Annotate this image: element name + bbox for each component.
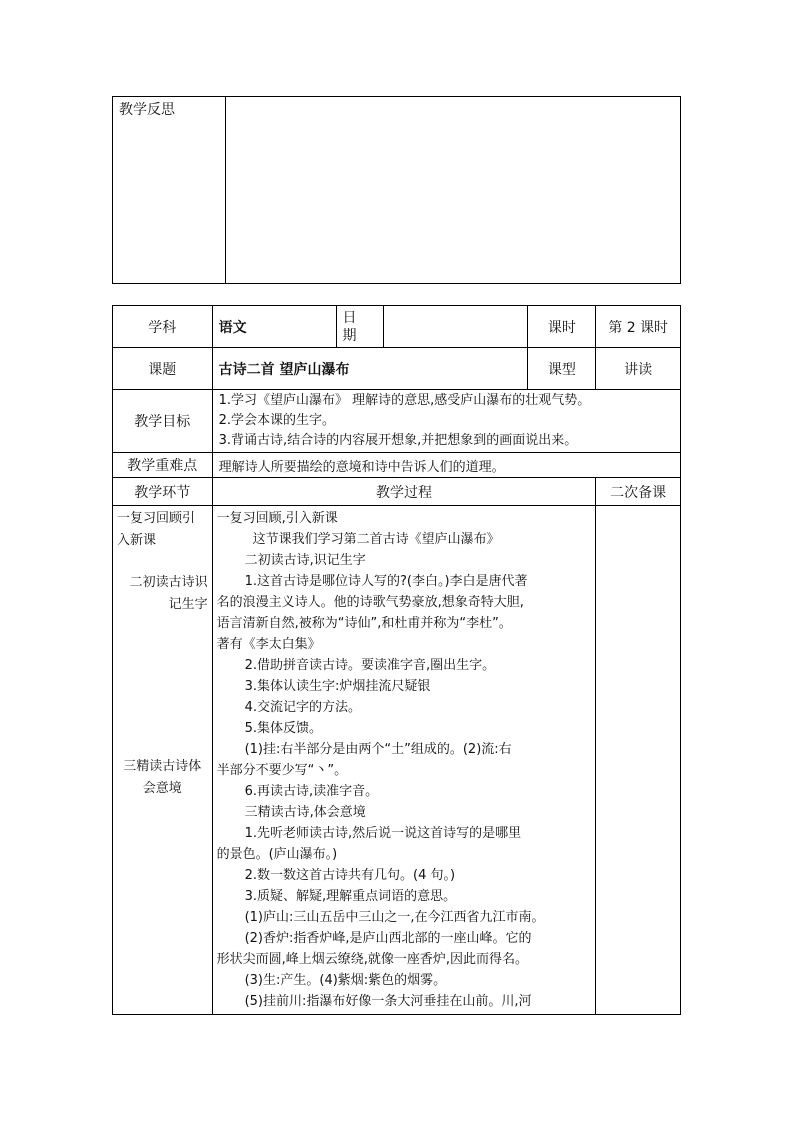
topic-value: 古诗二首 望庐山瀑布 xyxy=(212,348,528,390)
goal-item: 2.学会本课的生字。 xyxy=(218,413,335,428)
process-line: 3.集体认读生字:炉烟挂流尺疑银 xyxy=(244,679,431,694)
lesson-hour-value: 第 2 课时 xyxy=(596,306,681,348)
topic-label: 课题 xyxy=(113,348,213,390)
reflection-content xyxy=(226,97,681,284)
process-line: 1.先听老师读古诗,然后说一说这首诗写的是哪里 xyxy=(244,826,522,841)
process-line: 著有《李太白集》 xyxy=(216,637,321,652)
goal-item: 3.背诵古诗,结合诗的内容展开想象,并把想象到的画面说出来。 xyxy=(218,433,578,448)
process-line: 二初读古诗,识记生字 xyxy=(244,553,366,568)
process-line: 这节课我们学习第二首古诗《望庐山瀑布》 xyxy=(252,532,500,547)
date-label-text: 日期 xyxy=(342,309,357,344)
process-line: 1.这首古诗是哪位诗人写的?(李白。)李白是唐代著 xyxy=(244,574,528,589)
process-line: 2.数一数这首古诗共有几句。(4 句。) xyxy=(244,868,456,883)
process-line: 一复习回顾,引入新课 xyxy=(216,511,338,526)
process-line: 半部分不要少写“丶”。 xyxy=(216,763,348,778)
date-value xyxy=(383,306,528,348)
process-line: (2)香炉:指香炉峰,是庐山西北部的一座山峰。它的 xyxy=(244,931,532,946)
process-content xyxy=(212,506,596,1015)
reflection-table xyxy=(112,96,681,284)
column-process-header: 教学过程 xyxy=(212,478,596,506)
column-second-prep-header: 二次备课 xyxy=(596,478,681,506)
process-line: (1)庐山:三山五岳中三山之一,在今江西省九江市南。 xyxy=(244,910,545,925)
process-line: 的景色。(庐山瀑布。) xyxy=(216,847,338,862)
goals-label: 教学目标 xyxy=(113,390,213,453)
type-label: 课型 xyxy=(528,348,596,390)
process-line: 5.集体反馈。 xyxy=(244,721,322,736)
goals-list xyxy=(212,390,680,453)
stage-item: 三精读古诗体会意境 xyxy=(123,759,202,796)
process-line: 三精读古诗,体会意境 xyxy=(244,805,366,820)
key-points-value: 理解诗人所要描绘的意境和诗中告诉人们的道理。 xyxy=(212,453,680,478)
process-line: 3.质疑、解疑,理解重点词语的意思。 xyxy=(244,889,457,904)
column-stage-header: 教学环节 xyxy=(113,478,213,506)
stage-item: 二初读古诗识记生字 xyxy=(129,575,208,612)
date-label xyxy=(336,306,383,348)
goal-item: 1.学习《望庐山瀑布》 理解诗的意思,感受庐山瀑布的壮观气势。 xyxy=(218,393,591,408)
process-line: 6.再读古诗,读准字音。 xyxy=(244,784,379,799)
type-value: 讲读 xyxy=(596,348,681,390)
process-line: (3)生:产生。(4)紫烟:紫色的烟雾。 xyxy=(244,973,447,988)
reflection-label: 教学反思 xyxy=(113,97,226,284)
process-line: 语言清新自然,被称为“诗仙”,和杜甫并称为“李杜”。 xyxy=(216,616,512,631)
process-line: 2.借助拼音读古诗。要读准字音,圈出生字。 xyxy=(244,658,496,673)
process-line: 4.交流记字的方法。 xyxy=(244,700,361,715)
process-line: (1)挂:右半部分是由两个“土”组成的。(2)流:右 xyxy=(244,742,512,757)
process-line: 名的浪漫主义诗人。他的诗歌气势豪放,想象奇特大胆, xyxy=(216,595,524,610)
stage-item: 一复习回顾引入新课 xyxy=(117,511,196,548)
process-line: (5)挂前川:指瀑布好像一条大河垂挂在山前。川,河 xyxy=(244,994,532,1009)
subject-value: 语文 xyxy=(212,306,336,348)
process-line: 形状尖而圆,峰上烟云缭绕,就像一座香炉,因此而得名。 xyxy=(216,952,528,967)
subject-label: 学科 xyxy=(113,306,213,348)
second-prep-content xyxy=(596,506,681,1015)
stage-list xyxy=(113,506,213,1015)
lesson-plan-table xyxy=(112,305,681,1015)
key-points-label: 教学重难点 xyxy=(113,453,213,478)
lesson-hour-label: 课时 xyxy=(528,306,596,348)
